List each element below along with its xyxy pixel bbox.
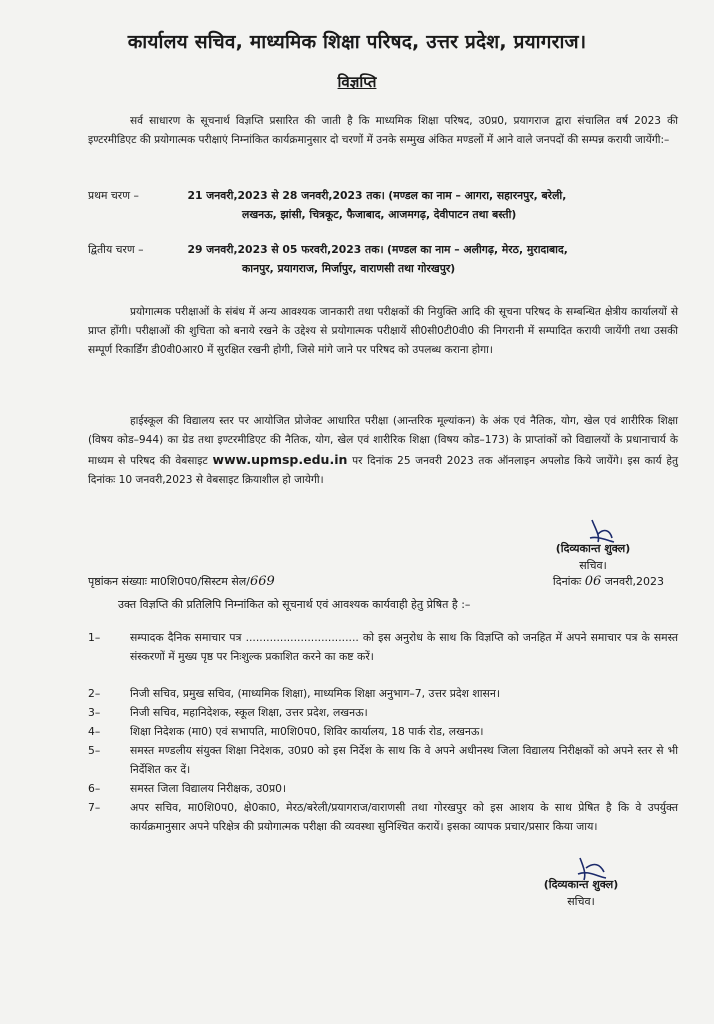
item-number: 2–: [88, 687, 101, 700]
exam-info-paragraph: [88, 303, 678, 360]
signature-block-1: [528, 540, 658, 574]
signatory-designation: सचिव।: [567, 895, 595, 908]
item-text: समस्त जिला विद्यालय निरीक्षक, उ0प्र0।: [130, 782, 287, 795]
distribution-item: [88, 628, 678, 666]
signatory-name: (दिव्यकान्त शुक्ल): [555, 542, 631, 555]
distribution-item: [88, 703, 678, 722]
reference-number: 669: [249, 574, 275, 589]
item-number: 7–: [88, 801, 101, 814]
upload-paragraph: [88, 412, 678, 490]
date-day: 06: [584, 574, 602, 589]
item-number: 6–: [88, 782, 101, 795]
phase-regions: (मण्डल का नाम – आगरा, सहारनपुर, बरेली,: [388, 189, 567, 202]
phase-regions-cont: लखनऊ, झांसी, चित्रकूट, फैजाबाद, आजमगढ़, देवीपाटन तथा बस्ती): [242, 208, 517, 221]
signatory-designation: सचिव।: [579, 559, 607, 572]
reference-prefix: पृष्ठांकन संख्याः मा0शि0प0/सिस्टम सेल/: [88, 575, 250, 588]
phase-regions-cont: कानपुर, प्रयागराज, मिर्जापुर, वाराणसी तथा गोरखपुर): [242, 262, 456, 275]
item-text: शिक्षा निदेशक (मा0) एवं सभापति, मा0शि0प0, शिविर कार्यालय, 18 पार्क रोड, लखनऊ।: [130, 725, 484, 738]
item-number: 5–: [88, 744, 101, 757]
reference-date: [553, 573, 664, 591]
item-number: 4–: [88, 725, 101, 738]
distribution-item: [88, 798, 678, 836]
phase-first: [88, 186, 688, 224]
signature-block-2: [516, 876, 646, 910]
item-text: अपर सचिव, मा0शि0प0, क्षे0का0, मेरठ/बरेली/प्रयागराज/वाराणसी तथा गोरखपुर को इस आशय के साथ प्रेषित है कि वे उपर्युक्त कार्यक्रमानुसार अपने परिक्षेत्र की प्रयोगात्मक परीक्षा की व्यवस्था सुनिश्चित करायें। इसका व्यापक प्रचार/प्रसार किया जाय।: [130, 801, 678, 833]
upload-text-after: पर दिनांक 25 जनवरी 2023 तक ऑनलाइन अपलोड किये जायेंगे। इस कार्य हेतु दिनांकः 10 जनवरी,2023 से वेबसाइट क्रियाशील हो जायेगी।: [88, 455, 679, 486]
intro-text: सर्व साधारण के सूचनार्थ विज्ञप्ति प्रसारित की जाती है कि माध्यमिक शिक्षा परिषद, उ0प्र0, प्रयागराज द्वारा संचालित वर्ष 2023 की इण्टरमीडिएट की प्रयोगात्मक परीक्षाएं निम्नांकित कार्यक्रमानुसार दो चरणों में उनके सम्मुख अंकित मण्डलों में आने वाले जनपदों की सम्पन्न करायी जायेंगी:–: [88, 115, 678, 146]
date-rest: जनवरी,2023: [604, 575, 664, 588]
office-title: कार्यालय सचिव, माध्यमिक शिक्षा परिषद, उत्तर प्रदेश, प्रयागराज।: [127, 31, 587, 53]
distribution-item: [88, 779, 678, 798]
intro-paragraph: [88, 112, 678, 150]
item-text: समस्त मण्डलीय संयुक्त शिक्षा निदेशक, उ0प्र0 को इस निर्देश के साथ कि वे अपने अधीनस्थ जिला विद्यालय निरीक्षकों को अपने स्तर से भी निर्देशित कर दें।: [130, 744, 678, 776]
phase-regions: (मण्डल का नाम – अलीगढ़, मेरठ, मुरादाबाद,: [387, 243, 568, 256]
endorsement-reference: [88, 573, 678, 591]
signatory-name: (दिव्यकान्त शुक्ल): [543, 878, 619, 891]
distribution-item: [88, 741, 678, 779]
notice-heading: विज्ञप्ति: [337, 73, 377, 91]
phase-dates: 21 जनवरी,2023 से 28 जनवरी,2023 तक।: [187, 189, 385, 202]
item-number: 1–: [88, 631, 101, 644]
phase-dates: 29 जनवरी,2023 से 05 फरवरी,2023 तक।: [187, 243, 384, 256]
phase-label: द्वितीय चरण –: [88, 243, 144, 256]
distribution-item: [88, 722, 678, 741]
phase-second: [88, 240, 688, 278]
website-url: www.upmsp.edu.in: [212, 452, 348, 467]
copy-forward-line: उक्त विज्ञप्ति की प्रतिलिपि निम्नांकित को सूचनार्थ एवं आवश्यक कार्यवाही हेतु प्रेषित है :–: [118, 598, 471, 611]
item-text: निजी सचिव, प्रमुख सचिव, (माध्यमिक शिक्षा), माध्यमिक शिक्षा अनुभाग–7, उत्तर प्रदेश शासन।: [130, 687, 500, 700]
exam-info-text: प्रयोगात्मक परीक्षाओं के संबंध में अन्य आवश्यक जानकारी तथा परीक्षकों की नियुक्ति आदि की सूचना परिषद के सम्बन्धित क्षेत्रीय कार्यालयों से प्राप्त होंगी। परीक्षाओं की शुचिता को बनाये रखने के उद्देश्य से प्रयोगात्मक परीक्षायें सी0सी0टी0वी0 की निगरानी में सम्पादित करायी जायेंगी तथा उसकी सम्पूर्ण रिकार्डिंग डी0वी0आर0 में सुरक्षित रखनी होगी, जिसे मांगे जाने पर परिषद को उपलब्ध कराना होगा।: [88, 306, 678, 356]
date-prefix: दिनांकः: [552, 575, 582, 588]
item-text: निजी सचिव, महानिदेशक, स्कूल शिक्षा, उत्तर प्रदेश, लखनऊ।: [130, 706, 368, 719]
upload-text-before: हाईस्कूल की विद्यालय स्तर पर आयोजित प्रोजेक्ट आधारित परीक्षा (आन्तरिक मूल्यांकन) के अंक एवं नैतिक, योग, खेल एवं शारीरिक शिक्षा (विषय कोड–944) का ग्रेड तथा इण्टरमीडिएट की नैतिक, योग, खेल एवं शारीरिक शिक्षा (विषय कोड–173) के प्राप्तांकों को विद्यालयों के प्रधानाचार्य के माध्यम से परिषद की वेबसाइट: [88, 415, 678, 467]
distribution-item: [88, 684, 678, 703]
item-number: 3–: [88, 706, 101, 719]
item-text: सम्पादक दैनिक समाचार पत्र ................................. को इस अनुरोध के साथ कि विज्ञप्ति को जनहित में अपने समाचार पत्र के समस्त संस्करणों में मुख्य पृष्ठ पर निःशुल्क प्रकाशित करने का कष्ट करें।: [130, 631, 678, 663]
phase-label: प्रथम चरण –: [88, 189, 139, 202]
